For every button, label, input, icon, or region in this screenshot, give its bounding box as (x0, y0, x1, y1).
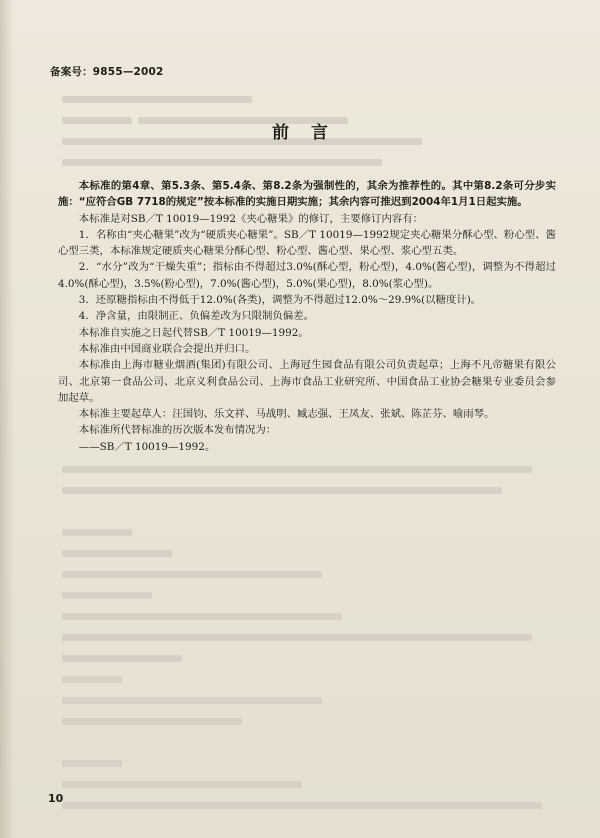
paragraph-revision-item-2: 2．“水分”改为“干燥失重”；指标由不得超过3.0%(酥心型，粉心型)，4.0%(酱心型)，调整为不得超过4.0%(酥心型)，3.5%(粉心型)，7.0%(酱心型)，5.0%(果心型)，8.0%(浆心型)。 (58, 261, 556, 290)
paragraph-mandatory-clauses: 本标准的第4章、第5.3条、第5.4条、第8.2条为强制性的，其余为推荐性的。其中第8.2条可分步实施：“应符合GB 7718的规定”按本标准的实施日期实施；其余内容可推迟到2004年1月1日起实施。 (58, 180, 556, 209)
paragraph-history-item: ——SB／T 10019—1992。 (78, 440, 216, 453)
paragraph-drafting-units: 本标准由上海市糖业烟酒(集团)有限公司、上海冠生园食品有限公司负责起草；上海不凡帝糖果有限公司、北京第一食品公司、北京义利食品公司、上海市食品工业研究所、中国食品工业协会糖果专业委员会参加起草。 (58, 359, 556, 404)
paragraph-drafters: 本标准主要起草人：汪国钧、乐文祥、马战明、臧志强、王凤友、张斌、陈芷芬、喻雨琴。 (78, 408, 495, 421)
paragraph-proposed-by: 本标准由中国商业联合会提出并归口。 (78, 342, 256, 355)
foreword-body (58, 178, 556, 455)
paragraph-revision-item-4: 4．净含量，由限制正、负偏差改为只限制负偏差。 (78, 310, 314, 323)
page-title: 前言 (272, 123, 350, 143)
paragraph-revision-intro: 本标准是对SB／T 10019—1992《夹心糖果》的修订，主要修订内容有： (78, 212, 424, 225)
record-number: 备案号：9855—2002 (50, 66, 164, 78)
paragraph-revision-item-3: 3．还原糖指标由不得低于12.0%(各类)，调整为不得超过12.0%～29.9%(以糖度计)。 (78, 294, 482, 307)
bleed-through-bottom (62, 462, 552, 819)
paragraph-replaces: 本标准自实施之日起代替SB／T 10019—1992。 (78, 326, 309, 339)
paragraph-history: 本标准所代替标准的历次版本发布情况为： (78, 424, 277, 437)
paragraph-revision-item-1: 1．名称由“夹心糖果”改为“硬质夹心糖果”。SB／T 10019—1992规定夹心糖果分酥心型、粉心型、酱心型三类，本标准规定硬质夹心糖果分酥心型、粉心型、酱心型、果心型、浆心型五类。 (58, 228, 556, 258)
page-number: 10 (48, 792, 64, 805)
